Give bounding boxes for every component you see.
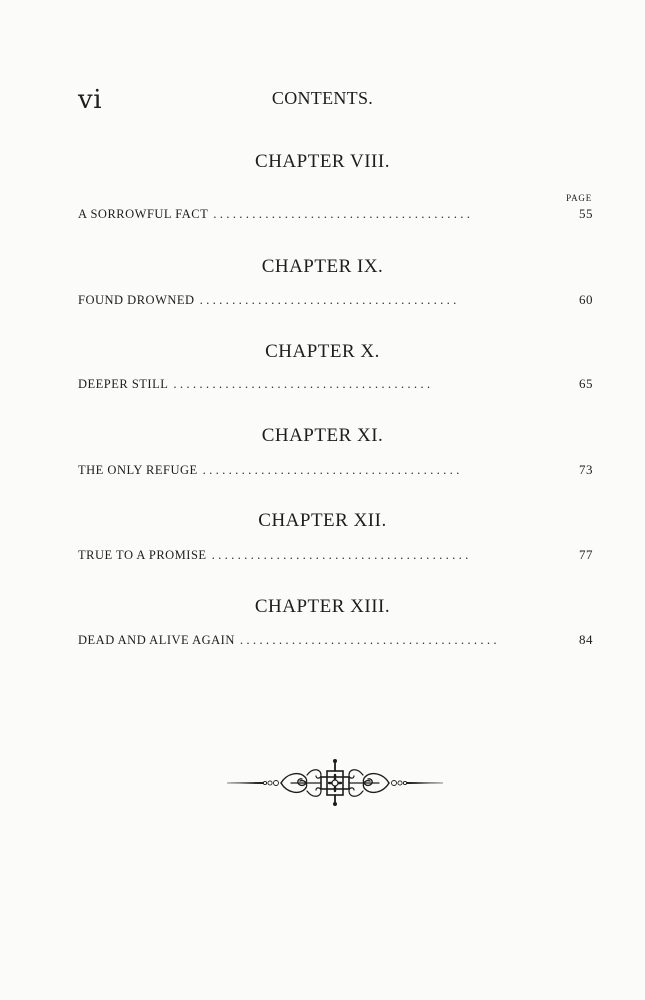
toc-entry[interactable] (78, 376, 593, 394)
toc-entry-page: 60 (579, 292, 593, 307)
toc-entry-title: TRUE TO A PROMISE (78, 548, 207, 562)
toc-entry-page: 77 (579, 547, 593, 562)
chapter-heading-10: CHAPTER X. (265, 341, 380, 362)
toc-entry-page: 84 (579, 632, 593, 647)
chapter-heading-9: CHAPTER IX. (261, 256, 384, 277)
toc-entry[interactable] (78, 292, 593, 310)
running-head: CONTENTS. (271, 88, 374, 108)
toc-entry-page: 73 (579, 462, 593, 477)
floral-scroll-ornament-icon (225, 757, 445, 807)
toc-leader-dots: . . . . . . . . . . . . . . . . . . . . . . . . . . . . . . . . . . . . . . . . (239, 632, 497, 647)
toc-entry-title: A SORROWFUL FACT (78, 207, 209, 221)
toc-entry-page: 65 (579, 376, 593, 391)
toc-entry-title: DEEPER STILL (78, 377, 169, 391)
toc-entry-title: THE ONLY REFUGE (78, 463, 198, 477)
chapter-heading-13: CHAPTER XIII. (254, 596, 391, 617)
toc-entry[interactable] (78, 206, 593, 224)
page-number: vi (78, 85, 103, 115)
chapter-heading-8: CHAPTER VIII. (255, 151, 390, 172)
toc-entry[interactable] (78, 547, 593, 565)
page-column-label: PAGE (566, 193, 592, 203)
toc-leader-dots: . . . . . . . . . . . . . . . . . . . . . . . . . . . . . . . . . . . . . . . . (211, 547, 469, 562)
toc-leader-dots: . . . . . . . . . . . . . . . . . . . . . . . . . . . . . . . . . . . . . . . . (173, 376, 431, 391)
toc-entry[interactable] (78, 632, 593, 650)
toc-entry-page: 55 (579, 206, 593, 221)
chapter-heading-11: CHAPTER XI. (261, 425, 384, 446)
toc-leader-dots: . . . . . . . . . . . . . . . . . . . . . . . . . . . . . . . . . . . . . . . . (199, 292, 457, 307)
toc-entry-title: DEAD AND ALIVE AGAIN (78, 633, 235, 647)
toc-leader-dots: . . . . . . . . . . . . . . . . . . . . . . . . . . . . . . . . . . . . . . . . (213, 206, 470, 221)
chapter-heading-12: CHAPTER XII. (258, 510, 387, 531)
toc-entry[interactable] (78, 462, 593, 480)
toc-entry-title: FOUND DROWNED (78, 293, 195, 307)
toc-leader-dots: . . . . . . . . . . . . . . . . . . . . . . . . . . . . . . . . . . . . . . . . (202, 462, 460, 477)
